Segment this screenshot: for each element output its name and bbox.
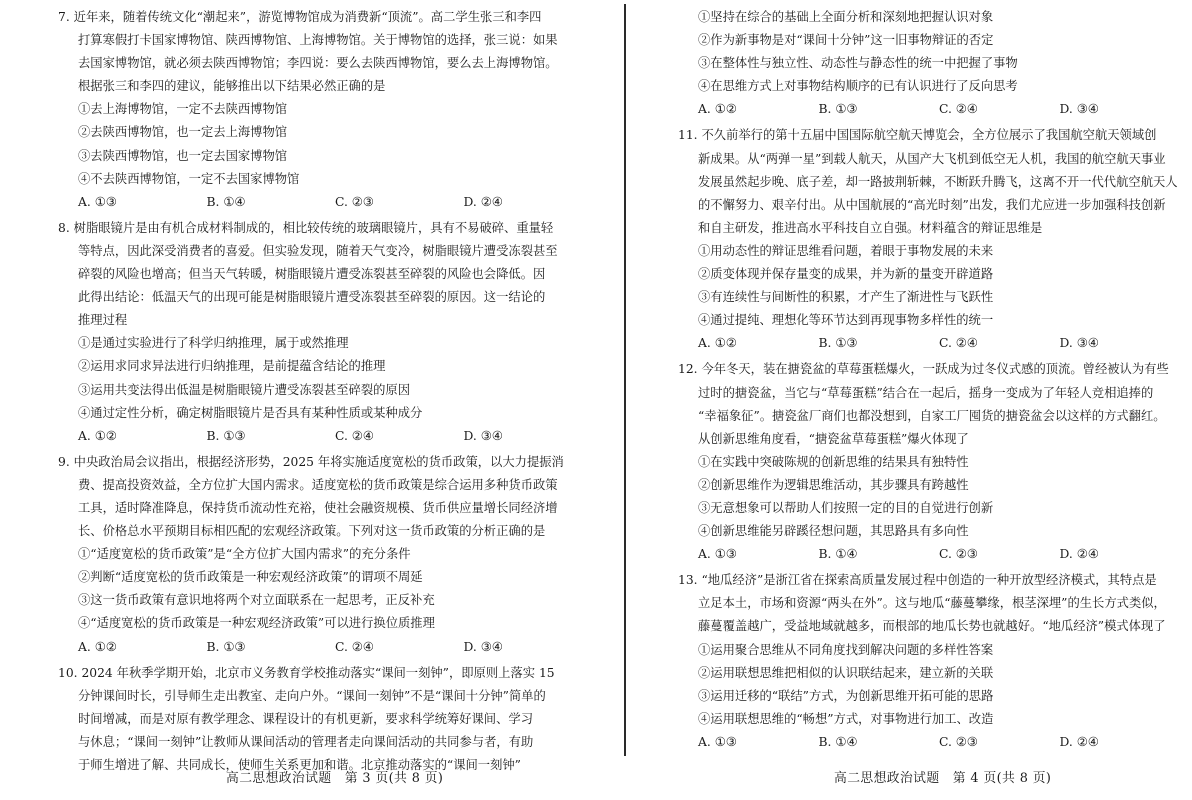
answer-option: B. ①④ — [818, 547, 858, 562]
question-stem-line: 工具，适时降准降息，保持货币流动性充裕，使社会融资规模、货币供应量增长同经济增 — [78, 500, 558, 515]
question-stem-line: 11. 不久前举行的第十五届中国国际航空航天博览会，全方位展示了我国航空航天领域创 — [678, 128, 1157, 143]
question-stem-line: 过时的搪瓷盆，当它与“草莓蛋糕”结合在一起后，摇身一变成为了年轻人竞相追捧的 — [698, 385, 1154, 400]
answer-options — [58, 191, 592, 214]
statement-item: ③运用迁移的“联结”方式，为创新思维开拓可能的思路 — [698, 688, 994, 703]
question-stem-line: 发展虽然起步晚、底子差，却一路披荆斩棘，不断跃升腾飞，这离不开一代代航空航天人 — [698, 174, 1178, 189]
question-block — [58, 451, 592, 659]
answer-option: C. ②④ — [939, 336, 978, 351]
question-stem-line: 于师生增进了解、共同成长，使师生关系更加和谐。北京推动落实的“课间一刻钟” — [78, 758, 521, 772]
answer-option: B. ①③ — [206, 428, 246, 443]
question-stem-line: 根据张三和李四的建议，能够推出以下结果必然正确的是 — [78, 79, 386, 94]
question-stem-line: 费、提高投资效益，全方位扩大国内需求。适度宽松的货币政策是综合运用多种货币政策 — [78, 477, 558, 492]
question-stem-line: 分钟课间时长，引导师生走出教室、走向户外。“课间一刻钟”不是“课间十分钟”简单的 — [78, 688, 546, 703]
statement-item: ①去上海博物馆，一定不去陕西博物馆 — [78, 102, 288, 117]
statement-item: ③去陕西博物馆，也一定去国家博物馆 — [78, 148, 288, 163]
question-stem-line: 推理过程 — [78, 313, 128, 328]
statement-item: ④“适度宽松的货币政策是一种宏观经济政策”可以进行换位质推理 — [78, 616, 435, 631]
answer-option: D. ②④ — [1059, 734, 1099, 749]
answer-option: D. ③④ — [463, 428, 503, 443]
answer-option: A. ①② — [698, 336, 737, 351]
statement-item: ①运用聚合思维从不同角度找到解决问题的多样性答案 — [698, 642, 994, 657]
question-stem-line: 从创新思维角度看，“搪瓷盆草莓蛋糕”爆火体现了 — [698, 431, 969, 446]
answer-option: C. ②③ — [939, 547, 978, 562]
question-stem-line: 10. 2024 年秋季学期开始，北京市义务教育学校推动落实“课间一刻钟”，即原则上落实 15 — [58, 665, 555, 680]
statement-item: ①是通过实验进行了科学归纳推理，属于或然推理 — [78, 336, 349, 351]
answer-option: D. ②④ — [1059, 547, 1099, 562]
question-stem-line: 碎裂的风险也增高；但当天气转暖，树脂眼镜片遭受冻裂甚至碎裂的风险也会降低。因 — [78, 267, 546, 282]
question-stem-line: 打算寒假打卡国家博物馆、陕西博物馆、上海博物馆。关于博物馆的选择，张三说：如果 — [78, 33, 558, 48]
question-stem-line: 去国家博物馆，就必须去陕西博物馆；李四说：要么去陕西博物馆，要么去上海博物馆。 — [78, 56, 558, 71]
page-4-column — [678, 6, 1180, 757]
question-block — [678, 569, 1180, 754]
statement-item: ③在整体性与独立性、动态性与静态性的统一中把握了事物 — [698, 56, 1018, 71]
answer-option: B. ①③ — [818, 102, 858, 117]
question-stem-line: 7. 近年来，随着传统文化“潮起来”，游览博物馆成为消费新“顶流”。高二学生张三和李四 — [58, 10, 542, 24]
question-stem-line: 藤蔓覆盖越广，受益地域就越多，而根部的地瓜长势也就越好。“地瓜经济”模式体现了 — [698, 619, 1166, 634]
question-stem-line: 与休息；“课间一刻钟”让教师从课间活动的管理者走向课间活动的共同参与者，有助 — [78, 734, 534, 749]
statement-item: ④通过定性分析，确定树脂眼镜片是否具有某种性质或某种成分 — [78, 405, 423, 420]
statement-item: ②作为新事物是对“课间十分钟”这一旧事物辩证的否定 — [698, 33, 994, 48]
statement-item: ③有连续性与间断性的积累，才产生了渐进性与飞跃性 — [698, 290, 994, 305]
answer-option: C. ②③ — [939, 734, 978, 749]
statement-item: ②质变体现并保存量变的成果，并为新的量变开辟道路 — [698, 267, 994, 282]
answer-option: B. ①④ — [206, 194, 246, 209]
statement-item: ①坚持在综合的基础上全面分析和深刻地把握认识对象 — [698, 10, 994, 24]
answer-option: A. ①② — [78, 639, 117, 654]
answer-option: C. ②④ — [335, 428, 374, 443]
question-stem-line: 新成果。从“两弹一星”到载人航天，从国产大飞机到低空无人机，我国的航空航天事业 — [698, 151, 1166, 166]
answer-option: C. ②④ — [939, 102, 978, 117]
answer-options — [678, 332, 1180, 355]
question-stem-line: 此得出结论：低温天气的出现可能是树脂眼镜片遭受冻裂甚至碎裂的原因。这一结论的 — [78, 290, 546, 305]
question-stem-line: 12. 今年冬天，装在搪瓷盆的草莓蛋糕爆火，一跃成为过冬仪式感的顶流。曾经被认为有些 — [678, 362, 1169, 377]
question-stem-line: 时间增减，而是对原有教学理念、课程设计的有机更新，要求科学统筹好课间、学习 — [78, 711, 533, 726]
statement-item: ①用动态性的辩证思维看问题，着眼于事物发展的未来 — [698, 243, 994, 258]
answer-option: D. ③④ — [1059, 102, 1099, 117]
question-block — [58, 6, 592, 214]
question-stem-line: 立足本土，市场和资源“两头在外”。这与地瓜“藤蔓攀缘，根茎深埋”的生长方式类似， — [698, 596, 1166, 611]
page-3-column — [58, 6, 592, 780]
statement-item: ④通过提纯、理想化等环节达到再现事物多样性的统一 — [698, 313, 994, 328]
question-stem-line: “幸福象征”。搪瓷盆厂商们也都没想到，自家工厂囤货的搪瓷盆会以这样的方式翻红。 — [698, 408, 1166, 423]
answer-option: D. ③④ — [1059, 336, 1099, 351]
statement-item: ④不去陕西博物馆，一定不去国家博物馆 — [78, 171, 300, 186]
statement-item: ③这一货币政策有意识地将两个对立面联系在一起思考，正反补充 — [78, 593, 435, 608]
question-block — [678, 6, 1180, 121]
statement-item: ②判断“适度宽松的货币政策是一种宏观经济政策”的谓项不周延 — [78, 570, 423, 585]
answer-option: B. ①④ — [818, 734, 858, 749]
statement-item: ②运用联想思维把相似的认识联结起来，建立新的关联 — [698, 665, 994, 680]
question-stem-line: 8. 树脂眼镜片是由有机合成材料制成的，相比较传统的玻璃眼镜片，具有不易破碎、重量轻 — [58, 220, 554, 235]
statement-item: ①“适度宽松的货币政策”是“全方位扩大国内需求”的充分条件 — [78, 547, 411, 562]
question-stem-line: 的不懈努力、艰辛付出。从中国航展的“高光时刻”出发，我们尤应进一步加强科技创新 — [698, 197, 1166, 212]
answer-option: A. ①③ — [78, 194, 117, 209]
question-block — [678, 358, 1180, 566]
answer-option: B. ①③ — [206, 639, 246, 654]
question-stem-line: 等特点，因此深受消费者的喜爱。但实验发现，随着天气变冷，树脂眼镜片遭受冻裂甚至 — [78, 243, 558, 258]
question-stem-line: 13. “地瓜经济”是浙江省在探索高质量发展过程中创造的一种开放型经济模式，其特点是 — [678, 573, 1157, 588]
question-stem-line: 和自主研发，推进高水平科技自立自强。材料蕴含的辩证思维是 — [698, 220, 1043, 235]
answer-option: A. ①② — [78, 428, 117, 443]
statement-item: ②运用求同求异法进行归纳推理，是前提蕴含结论的推理 — [78, 359, 386, 374]
answer-option: C. ②④ — [335, 639, 374, 654]
answer-option: A. ①③ — [698, 547, 737, 562]
answer-option: D. ②④ — [463, 194, 503, 209]
question-block — [58, 662, 592, 777]
statement-item: ④运用联想思维的“畅想”方式，对事物进行加工、改造 — [698, 711, 994, 726]
page-4-footer: 高二思想政治试题 第 4 页(共 8 页) — [834, 771, 1052, 786]
page-3-footer: 高二思想政治试题 第 3 页(共 8 页) — [226, 771, 444, 786]
answer-options — [678, 731, 1180, 754]
question-block — [678, 124, 1180, 355]
statement-item: ③无意想象可以帮助人们按照一定的目的自觉进行创新 — [698, 500, 994, 515]
answer-options — [58, 636, 592, 659]
statement-item: ③运用共变法得出低温是树脂眼镜片遭受冻裂甚至碎裂的原因 — [78, 382, 411, 397]
answer-option: A. ①③ — [698, 734, 737, 749]
question-stem-line: 长、价格总水平预期目标相匹配的宏观经济政策。下列对这一货币政策的分析正确的是 — [78, 524, 546, 539]
answer-option: B. ①③ — [818, 336, 858, 351]
statement-item: ④在思维方式上对事物结构顺序的已有认识进行了反向思考 — [698, 79, 1018, 94]
statement-item: ①在实践中突破陈规的创新思维的结果具有独特性 — [698, 454, 969, 469]
answer-option: A. ①② — [698, 102, 737, 117]
statement-item: ②创新思维作为逻辑思维活动，其步骤具有跨越性 — [698, 477, 969, 492]
answer-option: C. ②③ — [335, 194, 374, 209]
answer-options — [678, 98, 1180, 121]
answer-options — [678, 543, 1180, 566]
page-divider — [624, 4, 626, 756]
statement-item: ②去陕西博物馆，也一定去上海博物馆 — [78, 125, 288, 140]
answer-options — [58, 425, 592, 448]
question-stem-line: 9. 中央政治局会议指出，根据经济形势，2025 年将实施适度宽松的货币政策，以大力提振消 — [58, 454, 564, 469]
statement-item: ④创新思维能另辟蹊径想问题，其思路具有多向性 — [698, 524, 969, 539]
answer-option: D. ③④ — [463, 639, 503, 654]
question-block — [58, 217, 592, 448]
